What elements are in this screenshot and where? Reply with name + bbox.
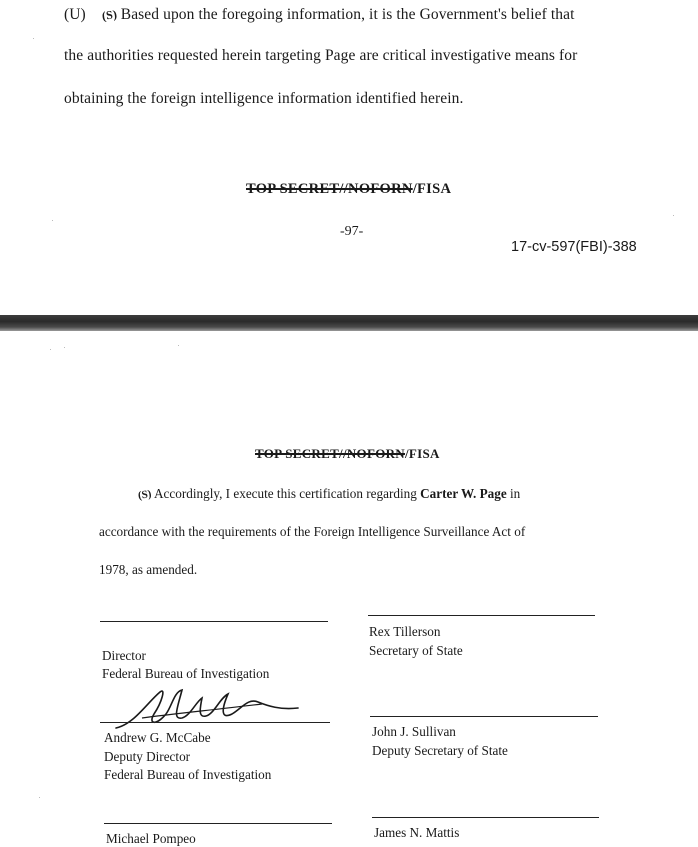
paragraph-line-2: the authorities requested herein targeting Page are critical investigative means for <box>64 47 578 64</box>
signature-line-sullivan <box>370 716 598 717</box>
mccabe-title: Deputy Director <box>104 749 191 764</box>
signature-line-director <box>100 621 328 622</box>
signature-line-tillerson <box>368 615 595 616</box>
classification-banner-top <box>246 181 451 198</box>
portion-marking-s: (S) <box>137 488 153 502</box>
struck-classification: TOP SECRET//NOFORN <box>255 446 405 461</box>
classification-suffix: /FISA <box>405 446 440 461</box>
page-divider <box>0 315 698 331</box>
pompeo-name: Michael Pompeo <box>106 831 196 846</box>
certification-line-2: accordance with the requirements of the Foreign Intelligence Surveillance Act of <box>99 524 526 539</box>
mattis-name: James N. Mattis <box>374 825 460 840</box>
certification-text: Accordingly, I execute this certification regarding <box>154 486 421 501</box>
director-org: Federal Bureau of Investigation <box>102 666 270 681</box>
tillerson-title: Secretary of State <box>369 643 463 658</box>
struck-classification: TOP SECRET//NOFORN <box>246 181 413 197</box>
certification-line-1: (S) Accordingly, I execute this certification regarding Carter W. Page in <box>137 486 521 502</box>
director-title: Director <box>102 648 146 663</box>
paragraph-line-1 <box>64 6 575 24</box>
paragraph-line-3: obtaining the foreign intelligence information identified herein. <box>64 90 464 107</box>
mccabe-org: Federal Bureau of Investigation <box>104 767 272 782</box>
sullivan-title: Deputy Secretary of State <box>372 743 508 758</box>
portion-marking-u: (U) <box>64 6 86 23</box>
mccabe-signature-scribble <box>112 684 312 736</box>
mccabe-name: Andrew G. McCabe <box>104 730 211 745</box>
tillerson-name: Rex Tillerson <box>369 624 441 639</box>
signature-line-mattis <box>372 817 599 818</box>
portion-marking-s: (S) <box>100 7 118 23</box>
bates-number: 17-cv-597(FBI)-388 <box>511 239 637 255</box>
paragraph-text: Based upon the foregoing information, it is the Government's belief that <box>120 6 575 23</box>
certification-line-3: 1978, as amended. <box>99 562 198 577</box>
page-number: -97- <box>340 224 364 239</box>
target-name: Carter W. Page <box>420 486 507 501</box>
signature-line-mccabe <box>100 722 330 723</box>
sullivan-name: John J. Sullivan <box>372 724 456 739</box>
signature-line-pompeo <box>104 823 332 824</box>
classification-banner-bottom <box>255 446 440 462</box>
classification-suffix: /FISA <box>412 181 452 197</box>
